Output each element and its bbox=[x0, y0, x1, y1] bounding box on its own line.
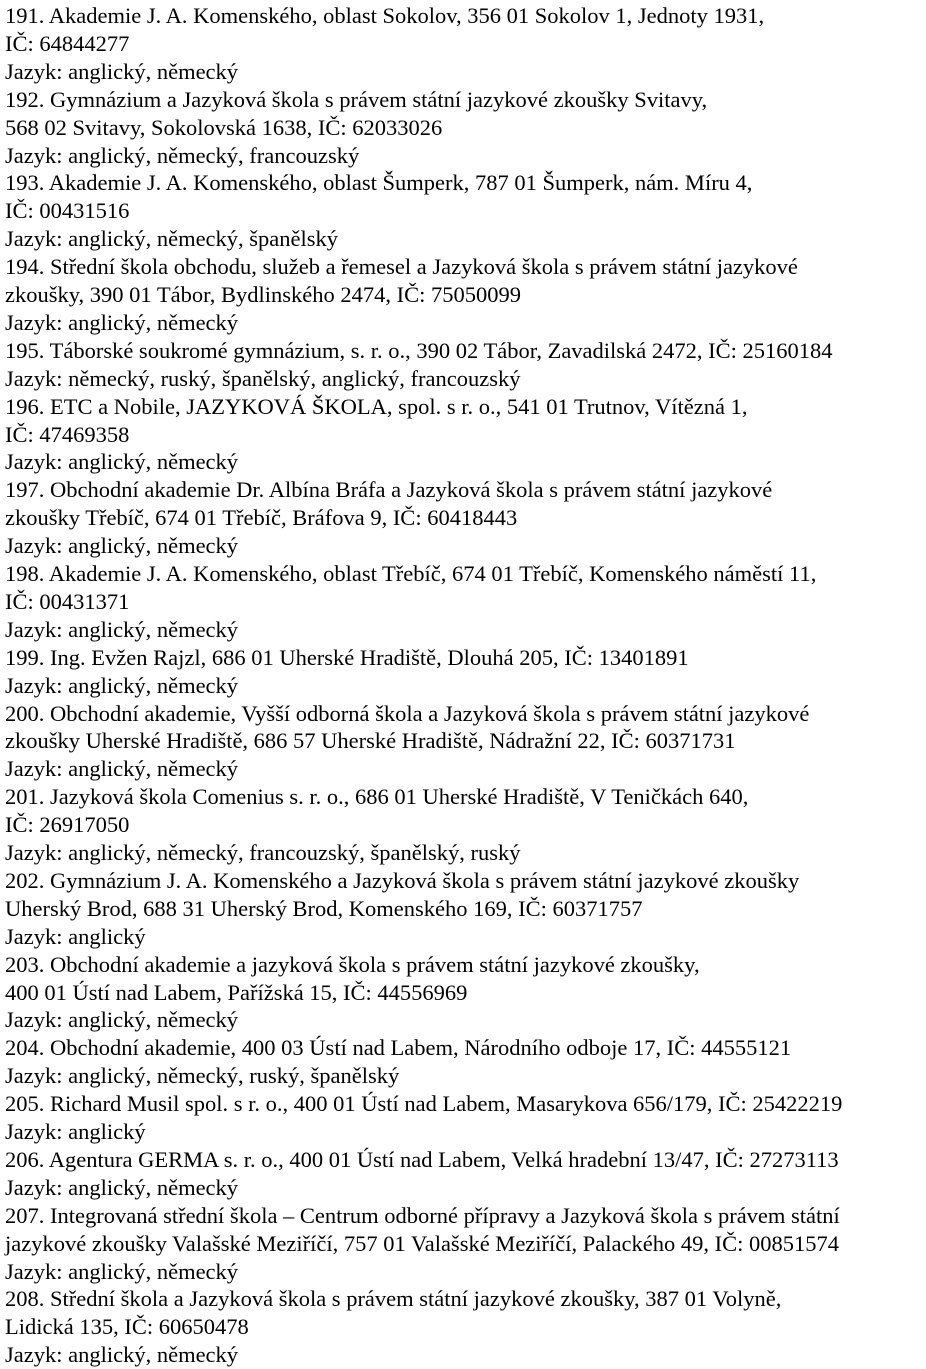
text-line: Jazyk: anglický, německý bbox=[5, 1342, 239, 1368]
text-line: Jazyk: anglický, německý, francouzský bbox=[5, 142, 360, 168]
text-line: Jazyk: anglický, německý bbox=[5, 1258, 239, 1284]
text-line: 204. Obchodní akademie, 400 03 Ústí nad Labem, Národního odboje 17, IČ: 44555121 bbox=[5, 1035, 792, 1061]
text-line: Jazyk: anglický, německý, ruský, španělský bbox=[5, 1063, 400, 1089]
text-line: Jazyk: anglický, německý bbox=[5, 309, 239, 335]
text-line: Jazyk: anglický bbox=[5, 923, 146, 949]
text-line: 197. Obchodní akademie Dr. Albína Bráfa a Jazyková škola s právem státní jazykové bbox=[5, 477, 773, 503]
text-line: Jazyk: anglický, německý bbox=[5, 58, 239, 84]
text-line: IČ: 26917050 bbox=[5, 812, 130, 838]
text-line: Jazyk: anglický, německý bbox=[5, 1007, 239, 1033]
text-line: IČ: 00431516 bbox=[5, 198, 130, 224]
text-line: 568 02 Svitavy, Sokolovská 1638, IČ: 62033026 bbox=[5, 114, 443, 140]
text-line: zkoušky, 390 01 Tábor, Bydlinského 2474, IČ: 75050099 bbox=[5, 282, 521, 307]
text-line: IČ: 64844277 bbox=[5, 30, 130, 56]
text-line: IČ: 47469358 bbox=[5, 421, 130, 447]
text-line: Uherský Brod, 688 31 Uherský Brod, Komenského 169, IČ: 60371757 bbox=[5, 895, 643, 921]
text-line: Jazyk: anglický, německý bbox=[5, 672, 239, 698]
text-line: Jazyk: anglický, německý bbox=[5, 616, 239, 642]
text-line: 194. Střední škola obchodu, služeb a řemesel a Jazyková škola s právem státní jazykové bbox=[5, 254, 798, 280]
text-line: IČ: 00431371 bbox=[5, 588, 130, 614]
text-line: Lidická 135, IČ: 60650478 bbox=[5, 1314, 249, 1340]
text-line: 201. Jazyková škola Comenius s. r. o., 686 01 Uherské Hradiště, V Teničkách 640, bbox=[5, 784, 749, 810]
text-line: 191. Akademie J. A. Komenského, oblast Sokolov, 356 01 Sokolov 1, Jednoty 1931, bbox=[5, 3, 765, 28]
text-line: 193. Akademie J. A. Komenského, oblast Šumperk, 787 01 Šumperk, nám. Míru 4, bbox=[5, 170, 753, 196]
text-line: 206. Agentura GERMA s. r. o., 400 01 Ústí nad Labem, Velká hradební 13/47, IČ: 27273113 bbox=[5, 1146, 839, 1172]
text-line: Jazyk: anglický, německý, francouzský, španělský, ruský bbox=[5, 840, 521, 865]
text-line: 203. Obchodní akademie a jazyková škola s právem státní jazykové zkoušky, bbox=[5, 951, 700, 977]
text-line: 400 01 Ústí nad Labem, Pařížská 15, IČ: 44556969 bbox=[5, 979, 468, 1005]
text-line: 207. Integrovaná střední škola – Centrum odborné přípravy a Jazyková škola s právem státní bbox=[5, 1202, 840, 1228]
text-line: Jazyk: anglický bbox=[5, 1119, 146, 1144]
text-line: Jazyk: německý, ruský, španělský, anglický, francouzský bbox=[5, 365, 521, 391]
text-line: 198. Akademie J. A. Komenského, oblast Třebíč, 674 01 Třebíč, Komenského náměstí 11, bbox=[5, 561, 817, 586]
text-line: Jazyk: anglický, německý bbox=[5, 1174, 239, 1200]
text-line: 208. Střední škola a Jazyková škola s právem státní jazykové zkoušky, 387 01 Volyně, bbox=[5, 1286, 782, 1312]
text-line: Jazyk: anglický, německý bbox=[5, 449, 239, 475]
text-line: Jazyk: anglický, německý bbox=[5, 533, 239, 559]
text-line: 196. ETC a Nobile, JAZYKOVÁ ŠKOLA, spol. s r. o., 541 01 Trutnov, Vítězná 1, bbox=[5, 393, 748, 419]
text-line: 205. Richard Musil spol. s r. o., 400 01 Ústí nad Labem, Masarykova 656/179, IČ: 25422219 bbox=[5, 1091, 843, 1117]
text-line: 200. Obchodní akademie, Vyšší odborná škola a Jazyková škola s právem státní jazykové bbox=[5, 700, 810, 726]
text-line: zkoušky Třebíč, 674 01 Třebíč, Bráfova 9, IČ: 60418443 bbox=[5, 505, 518, 531]
text-line: 202. Gymnázium J. A. Komenského a Jazyková škola s právem státní jazykové zkoušky bbox=[5, 867, 800, 893]
text-line: zkoušky Uherské Hradiště, 686 57 Uherské Hradiště, Nádražní 22, IČ: 60371731 bbox=[5, 728, 736, 754]
text-line: 192. Gymnázium a Jazyková škola s právem státní jazykové zkoušky Svitavy, bbox=[5, 86, 708, 112]
text-line: 195. Táborské soukromé gymnázium, s. r. o., 390 02 Tábor, Zavadilská 2472, IČ: 25160184 bbox=[5, 337, 833, 363]
text-line: jazykové zkoušky Valašské Meziříčí, 757 01 Valašské Meziříčí, Palackého 49, IČ: 00851574 bbox=[5, 1230, 839, 1256]
text-line: 199. Ing. Evžen Rajzl, 686 01 Uherské Hradiště, Dlouhá 205, IČ: 13401891 bbox=[5, 644, 689, 670]
text-line: Jazyk: anglický, německý, španělský bbox=[5, 226, 339, 252]
text-line: Jazyk: anglický, německý bbox=[5, 756, 239, 782]
